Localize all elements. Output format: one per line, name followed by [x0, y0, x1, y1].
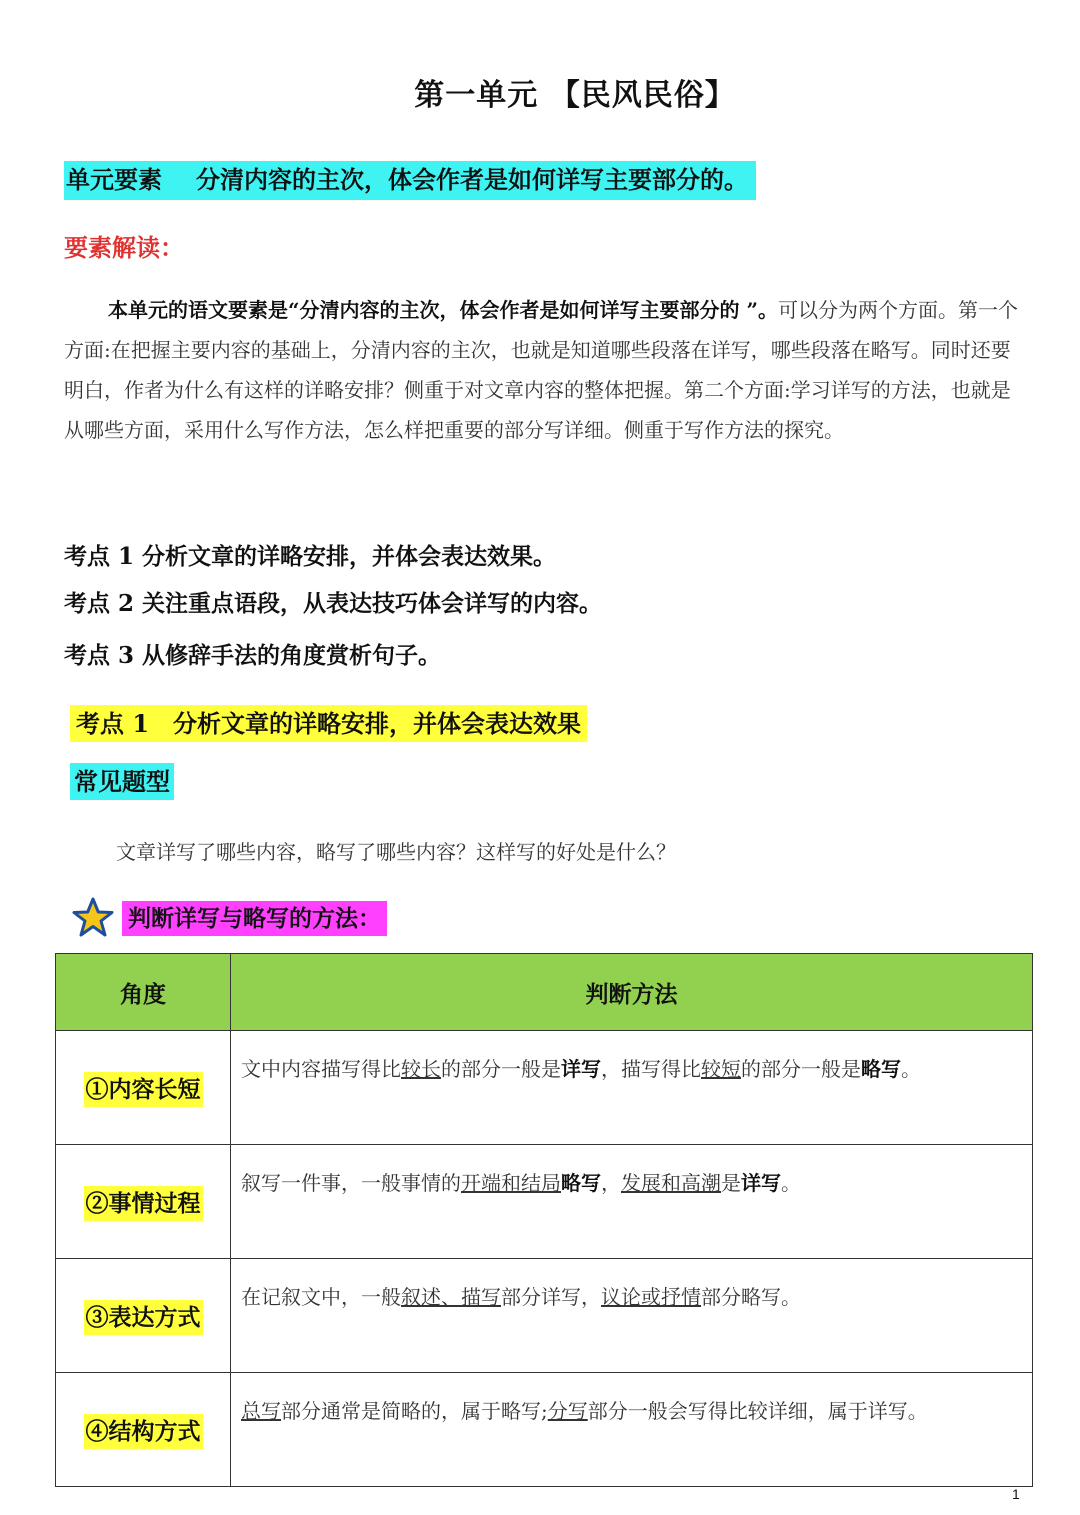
- method-text: 文中内容描写得比: [241, 1057, 401, 1081]
- angle-cell: [56, 1031, 231, 1145]
- unit-element-line: [64, 160, 756, 195]
- table-row: [56, 1145, 1033, 1259]
- table-header-row: [56, 954, 1033, 1031]
- method-cell: [231, 1373, 1033, 1487]
- method-text: 。: [781, 1171, 801, 1195]
- table-row: [56, 1373, 1033, 1487]
- question-type-heading: [70, 762, 174, 797]
- exam-point-1: 考点 1 分析文章的详略安排，并体会表达效果。: [64, 543, 557, 570]
- method-underline: 发展和高潮: [621, 1171, 721, 1195]
- section-heading: [70, 704, 587, 739]
- method-underline: 分写: [547, 1399, 588, 1423]
- exam-point-3: 考点 3 从修辞手法的角度赏析句子。: [64, 642, 442, 669]
- method-text: 部分略写。: [701, 1285, 801, 1309]
- method-cell: [231, 1031, 1033, 1145]
- question-type-label: 常见题型: [70, 763, 174, 800]
- unit-element-label: 单元要素: [66, 165, 162, 194]
- method-cell: [231, 1145, 1033, 1259]
- page-number: 1: [1012, 1486, 1020, 1502]
- method-bold: 略写: [561, 1171, 601, 1195]
- section-heading-text: 考点 1 分析文章的详略安排，并体会表达效果: [70, 705, 587, 742]
- question-text: 文章详写了哪些内容，略写了哪些内容？这样写的好处是什么？: [116, 840, 676, 864]
- table-row: [56, 1031, 1033, 1145]
- method-underline: 较短: [701, 1057, 741, 1081]
- methods-title-text: 判断详写与略写的方法：: [122, 901, 387, 936]
- angle-label: ②事情过程: [84, 1186, 203, 1221]
- method-text: 的部分一般是: [441, 1057, 561, 1081]
- method-text: 在记叙文中，一般: [241, 1285, 401, 1309]
- method-underline: 叙述、描写: [401, 1285, 501, 1309]
- methods-title: [122, 900, 387, 933]
- method-text: 部分通常是简略的，属于略写;: [281, 1399, 548, 1423]
- interpretation-paragraph: [64, 290, 1024, 450]
- method-underline: 开端和结局: [461, 1171, 561, 1195]
- interpretation-rest: 可以分为两个方面。第一个方面:在把握主要内容的基础上，分清内容的主次，也就是知道哪些段落在详写，哪些段落在略写。同时还要明白，作者为什么有这样的详略安排？侧重于对文章内容的整体把握。第二个方面:学习详写的方法，也就是从哪些方面，采用什么写作方法，怎么样把重要的部分写详细。侧重于写作方法的探究。: [64, 298, 1018, 442]
- method-text: 。: [901, 1057, 921, 1081]
- method-text: ，: [601, 1171, 621, 1195]
- method-text: 叙写一件事，一般事情的: [241, 1171, 461, 1195]
- method-underline: 议论或抒情: [601, 1285, 701, 1309]
- angle-label: ①内容长短: [84, 1072, 203, 1107]
- exam-point-2: 考点 2 关注重点语段，从表达技巧体会详写的内容。: [64, 590, 603, 617]
- methods-table: [55, 953, 1033, 1487]
- method-bold: 详写: [561, 1057, 601, 1081]
- method-text: 是: [721, 1171, 741, 1195]
- method-cell: [231, 1259, 1033, 1373]
- angle-label: ④结构方式: [84, 1414, 203, 1449]
- interpretation-label: 要素解读：: [64, 233, 184, 262]
- method-bold: 详写: [741, 1171, 781, 1195]
- page-title: 第一单元 【民风民俗】: [414, 78, 736, 113]
- method-underline: 总写: [241, 1399, 281, 1423]
- method-underline: 较长: [401, 1057, 441, 1081]
- angle-label: ③表达方式: [84, 1300, 203, 1335]
- table-row: [56, 1259, 1033, 1373]
- star-icon: [72, 896, 114, 938]
- interpretation-lead: 本单元的语文要素是“分清内容的主次，体会作者是如何详写主要部分的 ”。: [108, 298, 778, 322]
- header-angle: 角度: [56, 954, 231, 1031]
- angle-cell: [56, 1373, 231, 1487]
- method-text: 部分详写，: [501, 1285, 601, 1309]
- angle-cell: [56, 1259, 231, 1373]
- method-bold: 略写: [861, 1057, 901, 1081]
- header-method: 判断方法: [231, 954, 1033, 1031]
- angle-cell: [56, 1145, 231, 1259]
- method-text: 部分一般会写得比较详细，属于详写。: [587, 1399, 928, 1423]
- unit-element-text: 分清内容的主次，体会作者是如何详写主要部分的。: [196, 165, 748, 194]
- method-text: ，描写得比: [601, 1057, 701, 1081]
- method-text: 的部分一般是: [741, 1057, 861, 1081]
